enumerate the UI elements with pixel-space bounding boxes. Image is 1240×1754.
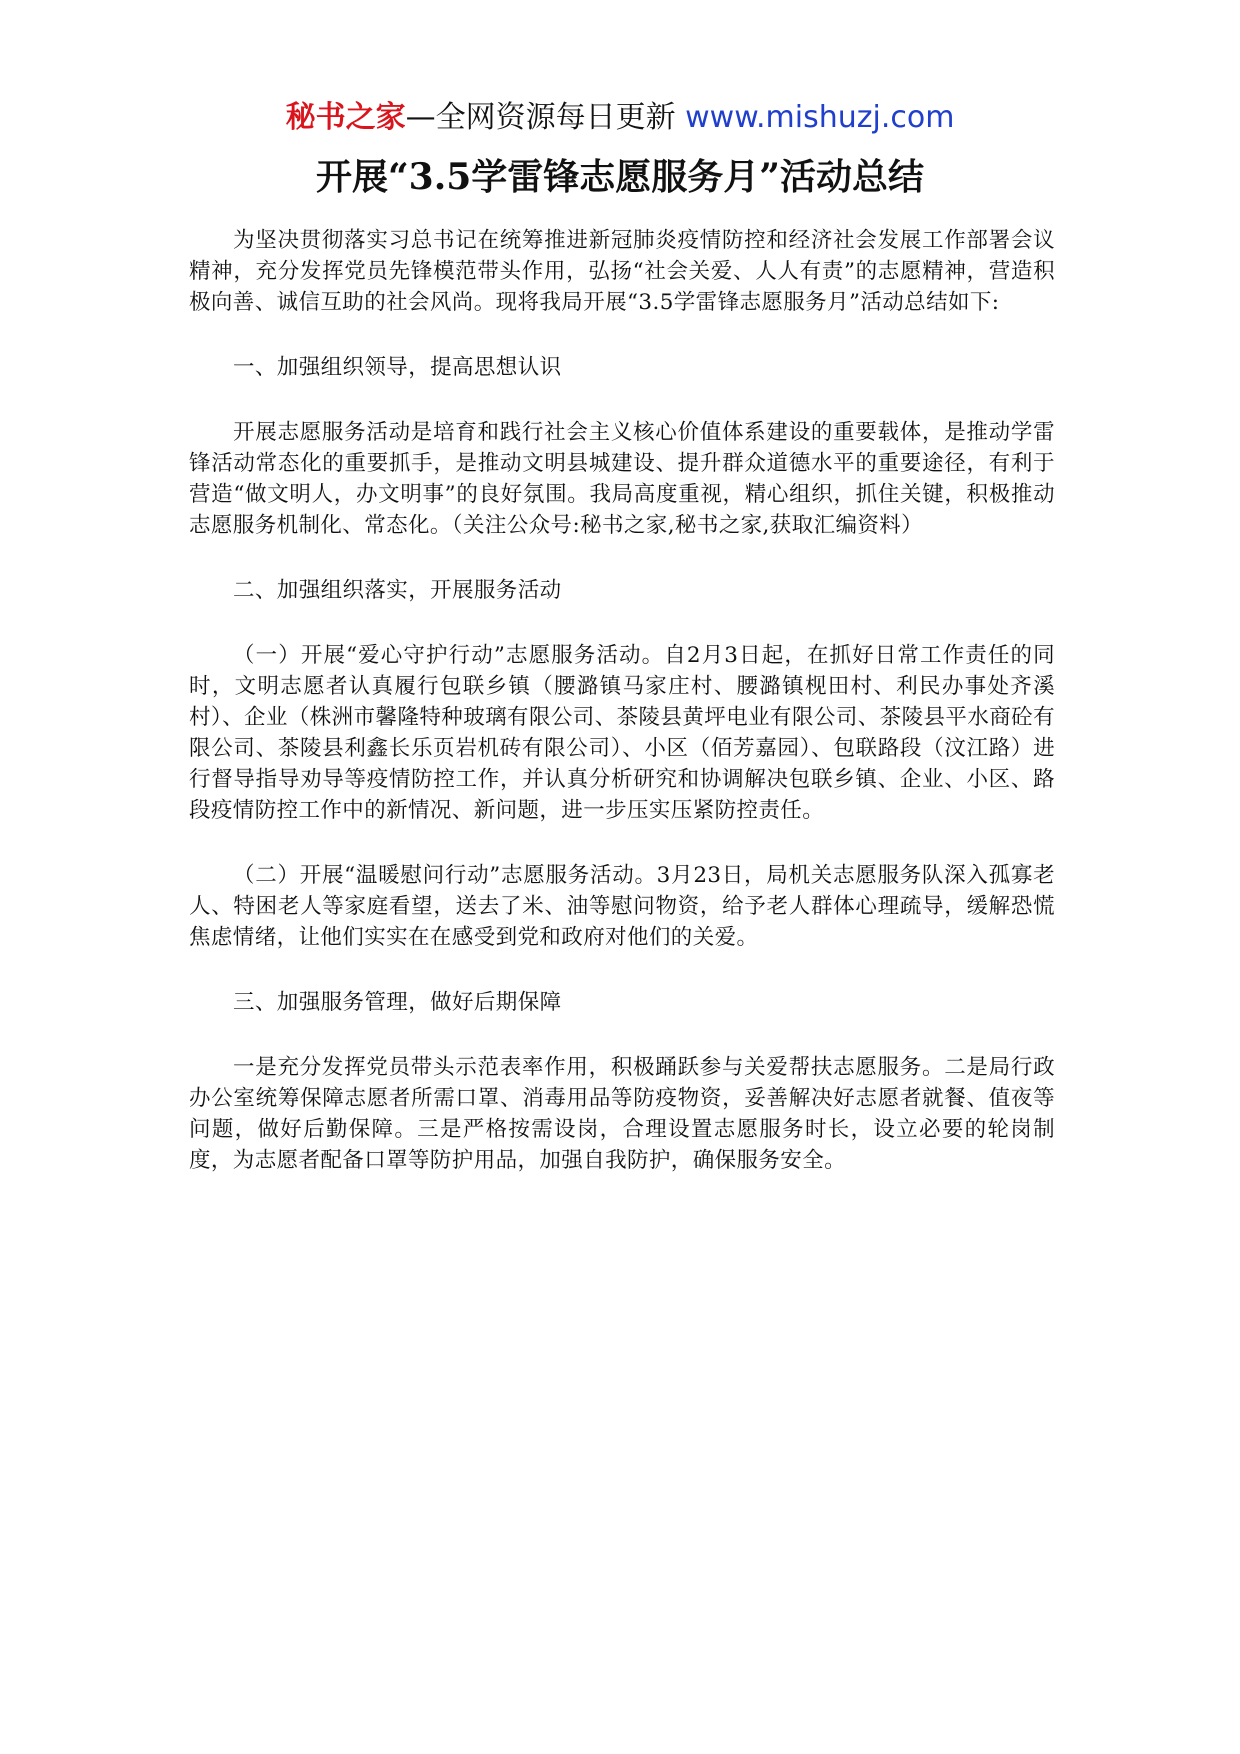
section-3-paragraph: 一是充分发挥党员带头示范表率作用，积极踊跃参与关爱帮扶志愿服务。二是局行政办公室统筹保障志愿者所需口罩、消毒用品等防疫物资，妥善解决好志愿者就餐、值夜等问题，做好后勤保障。三是严格按需设岗，合理设置志愿服务时长，设立必要的轮岗制度，为志愿者配备口罩等防护用品，加强自我防护，确保服务安全。 [189, 1055, 1055, 1173]
document-title: 开展“3.5学雷锋志愿服务月”活动总结 [315, 156, 925, 198]
section-heading-3: 三、加强服务管理，做好后期保障 [233, 990, 562, 1015]
site-header [0, 98, 1240, 138]
document-body [189, 225, 1055, 1210]
section-2-item-1-paragraph: （一）开展“爱心守护行动”志愿服务活动。自2月3日起，在抓好日常工作责任的同时，文明志愿者认真履行包联乡镇（腰潞镇马家庄村、腰潞镇枧田村、利民办事处齐溪村）、企业（株洲市馨隆特种玻璃有限公司、茶陵县黄坪电业有限公司、茶陵县平水商砼有限公司、茶陵县利鑫长乐页岩机砖有限公司）、小区（佰芳嘉园）、包联路段（汶江路）进行督导指导劝导等疫情防控工作，并认真分析研究和协调解决包联乡镇、企业、小区、路段疫情防控工作中的新情况、新问题，进一步压实压紧防控责任。 [189, 643, 1055, 823]
section-heading-1: 一、加强组织领导，提高思想认识 [233, 355, 562, 380]
site-url-link[interactable]: www.mishuzj.com [685, 100, 955, 135]
intro-paragraph: 为坚决贯彻落实习总书记在统筹推进新冠肺炎疫情防控和经济社会发展工作部署会议精神，充分发挥党员先锋模范带头作用，弘扬“社会关爱、人人有责”的志愿精神，营造积极向善、诚信互助的社会风尚。现将我局开展“3.5学雷锋志愿服务月”活动总结如下: [189, 228, 1055, 315]
site-brand: 秘书之家 [285, 100, 406, 135]
section-heading-2: 二、加强组织落实，开展服务活动 [233, 578, 562, 603]
section-1-paragraph: 开展志愿服务活动是培育和践行社会主义核心价值体系建设的重要载体，是推动学雷锋活动常态化的重要抓手，是推动文明县城建设、提升群众道德水平的重要途径，有利于营造“做文明人，办文明事”的良好氛围。我局高度重视，精心组织，抓住关键，积极推动志愿服务机制化、常态化。（关注公众号:秘书之家,秘书之家,获取汇编资料） [189, 420, 1055, 538]
site-slogan: —全网资源每日更新 [405, 100, 676, 135]
section-2-item-2-paragraph: （二）开展“温暖慰问行动”志愿服务活动。3月23日，局机关志愿服务队深入孤寡老人、特困老人等家庭看望，送去了米、油等慰问物资，给予老人群体心理疏导，缓解恐慌焦虑情绪，让他们实实在在感受到党和政府对他们的关爱。 [189, 863, 1055, 950]
